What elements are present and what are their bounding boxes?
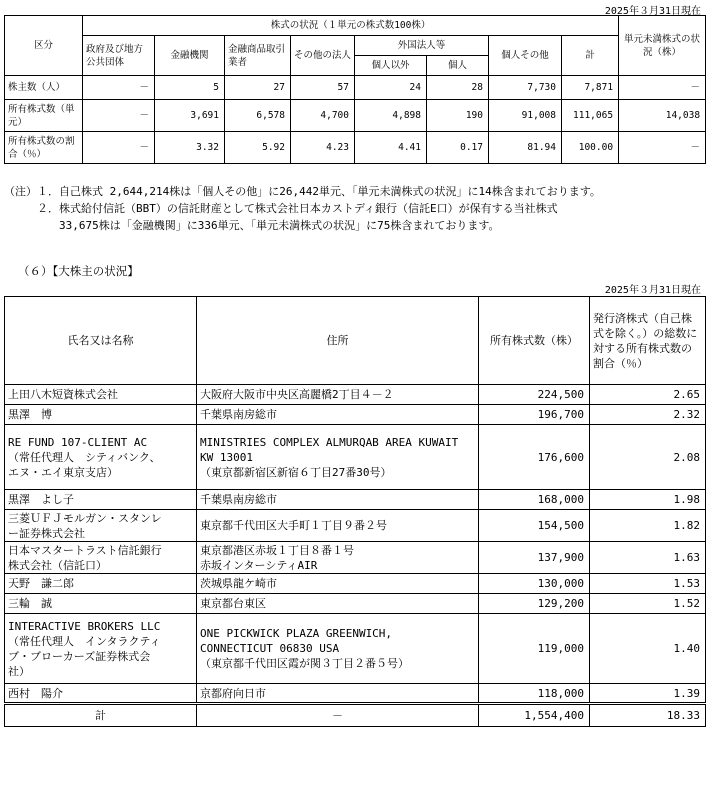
shareholder-name-line: ブ・ブローカーズ証券株式会 (8, 649, 151, 663)
cell: 100.00 (562, 132, 619, 164)
shareholder-ratio-line: 2.32 (673, 408, 700, 421)
shareholder-shares-line: 224,500 (537, 388, 584, 401)
shareholder-shares-line: 129,200 (537, 597, 584, 610)
shareholder-name-line: RE FUND 107-CLIENT AC (8, 435, 148, 449)
header-other-corp: その他の法人 (291, 36, 355, 76)
cell: 91,008 (489, 100, 562, 132)
shareholder-shares (479, 490, 590, 510)
shareholder-shares (479, 510, 590, 542)
shareholder-address (197, 574, 479, 594)
header-foreign-nonindividual: 個人以外 (355, 56, 427, 76)
cell: 111,065 (562, 100, 619, 132)
notes (4, 183, 601, 234)
total-ratio: 18.33 (590, 704, 706, 727)
cell: 81.94 (489, 132, 562, 164)
cell: 4,700 (291, 100, 355, 132)
shareholder-ratio (590, 425, 706, 490)
table-row (5, 100, 706, 132)
cell: 27 (225, 76, 291, 100)
cell: 28 (427, 76, 489, 100)
cell: 7,730 (489, 76, 562, 100)
cell: 190 (427, 100, 489, 132)
shareholder-shares (479, 385, 590, 405)
shareholder-shares (479, 574, 590, 594)
shareholder-address (197, 425, 479, 490)
header-securities: 金融商品取引業者 (225, 36, 291, 76)
section-title: （６）【大株主の状況】 (18, 264, 139, 278)
shareholder-address-line: 千葉県南房総市 (200, 493, 277, 506)
row-label: 所有株式数（単元） (5, 100, 83, 132)
shareholder-shares-line: 196,700 (537, 408, 584, 421)
header-shares: 所有株式数（株） (479, 297, 590, 385)
shareholder-address-line: 東京都港区赤坂１丁目８番１号 (200, 543, 354, 557)
header-address: 住所 (197, 297, 479, 385)
header-ratio: 発行済株式（自己株式を除く。）の総数に対する所有株式数の割合（％） (590, 297, 706, 385)
total-shares: 1,554,400 (479, 704, 590, 727)
cell: － (83, 100, 155, 132)
cell: 0.17 (427, 132, 489, 164)
shareholder-ratio-line: 1.98 (673, 493, 700, 506)
shareholder-name (5, 574, 197, 594)
cell: 3.32 (155, 132, 225, 164)
table-row (5, 425, 706, 490)
shareholder-name-line: 日本マスタートラスト信託銀行 (8, 543, 162, 557)
shareholder-address-line: 赤坂インターシティAIR (200, 558, 318, 572)
shareholder-shares-line: 176,600 (537, 450, 584, 464)
shareholder-name-line: ー証券株式会社 (8, 526, 85, 540)
shareholder-ratio-line: 2.08 (673, 450, 700, 464)
header-status-title: 株式の状況（１単元の株式数100株） (83, 16, 619, 36)
shareholder-address-line: 東京都千代田区大手町１丁目９番２号 (200, 519, 387, 532)
cell: 3,691 (155, 100, 225, 132)
shareholder-shares (479, 425, 590, 490)
shareholder-ratio-line: 1.53 (673, 577, 700, 590)
table-row (5, 594, 706, 614)
shareholder-name-line: 株式会社（信託口） (8, 558, 107, 572)
cell: 14,038 (619, 100, 706, 132)
shareholder-name-line: INTERACTIVE BROKERS LLC (8, 619, 161, 633)
shareholder-address-line: MINISTRIES COMPLEX ALMURQAB AREA KUWAIT (200, 435, 459, 449)
shareholder-shares (479, 594, 590, 614)
shareholder-name (5, 385, 197, 405)
shareholder-address-line: 千葉県南房総市 (200, 408, 277, 421)
cell: － (83, 132, 155, 164)
cell: － (83, 76, 155, 100)
shareholder-ratio-line: 1.82 (673, 519, 700, 532)
table-row (5, 132, 706, 164)
cell: 57 (291, 76, 355, 100)
shareholder-shares-line: 118,000 (537, 686, 584, 700)
shareholder-shares-line: 154,500 (537, 519, 584, 532)
note-line: （注）１．自己株式 2,644,214株は「個人その他」に26,442単元、「単元未満株式の状況」に14株含まれております。 (4, 185, 601, 198)
table-row (5, 684, 706, 704)
note-line: ２．株式給付信託（BBT）の信託財産として株式会社日本カストディ銀行（信託E口）が保有する当社株式 (4, 202, 558, 215)
cell: 4,898 (355, 100, 427, 132)
header-foreign-individual: 個人 (427, 56, 489, 76)
header-financial: 金融機関 (155, 36, 225, 76)
shareholder-name-line: 三菱ＵＦＪモルガン・スタンレ (8, 511, 162, 525)
cell: 6,578 (225, 100, 291, 132)
header-category: 区分 (5, 16, 83, 76)
shareholder-ratio (590, 405, 706, 425)
shareholder-address (197, 542, 479, 574)
table-row (5, 76, 706, 100)
cell: 4.41 (355, 132, 427, 164)
table-row (5, 405, 706, 425)
header-total: 計 (562, 36, 619, 76)
shareholder-shares (479, 405, 590, 425)
total-label: 計 (5, 704, 197, 727)
cell: 24 (355, 76, 427, 100)
shareholder-name (5, 490, 197, 510)
shareholder-ratio (590, 594, 706, 614)
shareholder-name (5, 510, 197, 542)
shareholder-name (5, 405, 197, 425)
shareholder-name-line: 黒澤 よし子 (8, 493, 74, 506)
shareholder-address-line: （東京都新宿区新宿６丁目27番30号） (200, 465, 392, 479)
shareholder-ratio-line: 1.52 (673, 597, 700, 610)
shareholder-address-line: 東京都台東区 (200, 597, 266, 610)
shareholder-address-line: 茨城県龍ケ崎市 (200, 577, 277, 590)
shareholder-name-line: 社） (8, 664, 30, 678)
table-row (5, 490, 706, 510)
cell: 5 (155, 76, 225, 100)
shareholder-address-line: （東京都千代田区霞が関３丁目２番５号） (200, 657, 409, 670)
shareholder-name-line: 西村 陽介 (8, 686, 63, 700)
shareholder-address (197, 684, 479, 704)
table-row (5, 574, 706, 594)
shareholder-name-line: （常任代理人 インタラクティ (8, 634, 161, 648)
shareholder-address (197, 614, 479, 684)
shareholder-shares (479, 684, 590, 704)
header-individual: 個人その他 (489, 36, 562, 76)
header-foreign: 外国法人等 (355, 36, 489, 56)
row-label: 株主数（人） (5, 76, 83, 100)
cell: 7,871 (562, 76, 619, 100)
shareholder-ratio (590, 542, 706, 574)
shareholder-name-line: 天野 謙二郎 (8, 577, 74, 590)
shareholder-name (5, 425, 197, 490)
shareholder-address (197, 490, 479, 510)
header-unit-less: 単元未満株式の状況（株） (619, 16, 706, 76)
cell: － (619, 76, 706, 100)
shareholder-address (197, 405, 479, 425)
table-row (5, 614, 706, 684)
shareholder-shares (479, 542, 590, 574)
major-shareholders-table (4, 296, 706, 727)
note-line: 33,675株は「金融機関」に336単元、「単元未満株式の状況」に75株含まれております。 (4, 219, 500, 232)
shareholder-name-line: （常任代理人 シティバンク、 (8, 450, 161, 464)
shareholder-distribution-table (4, 15, 706, 164)
shareholder-shares-line: 168,000 (537, 493, 584, 506)
shareholder-name-line: 上田八木短資株式会社 (8, 388, 118, 401)
shareholder-ratio (590, 614, 706, 684)
table2-date: 2025年３月31日現在 (604, 285, 701, 296)
shareholder-address-line: 大阪府大阪市中央区高麗橋2丁目４－２ (200, 388, 394, 401)
shareholder-ratio-line: 2.65 (673, 388, 700, 401)
shareholder-address (197, 594, 479, 614)
header-name: 氏名又は名称 (5, 297, 197, 385)
total-address: － (197, 704, 479, 727)
shareholder-ratio (590, 510, 706, 542)
shareholder-ratio (590, 490, 706, 510)
shareholder-ratio (590, 684, 706, 704)
cell: 5.92 (225, 132, 291, 164)
shareholder-address-line: KW 13001 (200, 450, 253, 464)
shareholder-shares (479, 614, 590, 684)
shareholder-name-line: エヌ・エイ東京支店） (8, 465, 118, 479)
shareholder-ratio-line: 1.63 (673, 551, 700, 564)
shareholder-shares-line: 119,000 (537, 642, 584, 655)
shareholder-ratio (590, 574, 706, 594)
shareholder-address (197, 385, 479, 405)
shareholder-shares-line: 130,000 (537, 577, 584, 590)
shareholder-ratio (590, 385, 706, 405)
shareholder-name-line: 三輪 誠 (8, 597, 52, 610)
shareholder-name (5, 684, 197, 704)
table-row (5, 510, 706, 542)
table-row (5, 542, 706, 574)
table1-date: 2025年３月31日現在 (604, 6, 701, 17)
shareholder-name-line: 黒澤 博 (8, 408, 52, 421)
shareholder-name (5, 614, 197, 684)
shareholder-address-line: CONNECTICUT 06830 USA (200, 642, 340, 655)
header-government: 政府及び地方公共団体 (83, 36, 155, 76)
row-label: 所有株式数の割合（％） (5, 132, 83, 164)
shareholder-name (5, 542, 197, 574)
shareholder-ratio-line: 1.40 (673, 642, 700, 655)
shareholder-shares-line: 137,900 (537, 551, 584, 564)
total-row (5, 704, 706, 727)
shareholder-ratio-line: 1.39 (673, 686, 700, 700)
shareholder-address-line: ONE PICKWICK PLAZA GREENWICH, (200, 627, 393, 640)
cell: 4.23 (291, 132, 355, 164)
cell: － (619, 132, 706, 164)
shareholder-address (197, 510, 479, 542)
table-row (5, 385, 706, 405)
shareholder-address-line: 京都府向日市 (200, 686, 266, 700)
shareholder-name (5, 594, 197, 614)
